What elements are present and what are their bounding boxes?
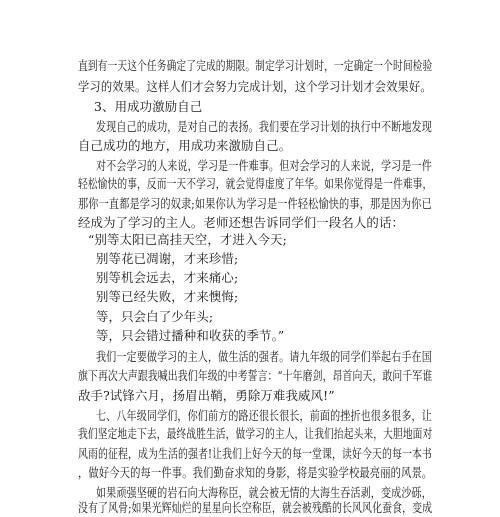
text-line: ，做好今天的每一件事。我们勤奋求知的身影，将是实验学校最亮丽的风景。 bbox=[78, 465, 433, 480]
text-line: 对不会学习的人来说，学习是一件难事。但对会学习的人来说，学习是一件 bbox=[96, 158, 432, 173]
text-line: 发现自己的成功，是对自己的表扬。我们要在学习计划的执行中不断地发现 bbox=[96, 119, 432, 134]
text-line: 我们一定要做学习的主人，做生活的强者。请九年级的同学们举起右手在国 bbox=[96, 349, 432, 364]
text-line: 没有了风骨;如果光辉灿烂的星星向长空称臣，就会被残酷的长风风化蚕食，变成 bbox=[78, 500, 433, 515]
quote-line: 等，只会白了少年头; bbox=[96, 309, 214, 324]
quote-line: “别等太阳已高挂天空，才进入今天; bbox=[88, 232, 287, 247]
text-line: 自己成功的地方，用成功来激励自己。 bbox=[78, 138, 292, 153]
text-line: 七、八年级同学们，你们前方的路还很长很长，前面的挫折也很多很多，让 bbox=[96, 408, 432, 423]
quote-line: 别等花已凋谢，才来珍惜; bbox=[96, 251, 239, 266]
quote-line: 别等机会远去，才来痛心; bbox=[96, 270, 239, 285]
text-line: 风雨的征程，成为生活的强者!让我们上好今天的每一堂课，读好今天的每一本书 bbox=[78, 446, 433, 461]
text-line: 直到有一天这个任务确定了完成的期限。制定学习计划时，一定确定一个时间检验 bbox=[78, 58, 433, 73]
text-line: 敌手?试锋六月，扬眉出鞘，勇除万难我威风!” bbox=[78, 388, 335, 403]
text-line: 我们坚定地走下去，最终战胜生活，做学习的主人，让我们抬起头来，大胆地面对 bbox=[78, 426, 433, 441]
text-line: 学习的效果。这样人们才会努力完成计划，这个学习计划才会效果好。 bbox=[78, 79, 432, 94]
section-heading: 3、用成功激励自己 bbox=[94, 99, 203, 114]
quote-line: 别等已经失败，才来懊悔; bbox=[96, 289, 239, 304]
text-line: 经成为了学习的主人。老师还想告诉同学们一段名人的话： bbox=[78, 215, 405, 230]
text-line: 那你一直都是学习的奴隶;如果你认为学习是一件轻松愉快的事，那是因为你已 bbox=[78, 196, 432, 211]
text-line: 轻松愉快的事，反而一天不学习，就会觉得虚度了年华。如果你觉得是一件难事， bbox=[78, 176, 433, 191]
text-line: 如果顽强坚硬的岩石向大海称臣，就会被无情的大海生吞活剥，变成沙砾， bbox=[96, 485, 432, 500]
quote-line: 等，只会错过播种和收获的季节。” bbox=[96, 328, 285, 343]
text-line: 旗下再次大声跟我喊出我们年级的中考誓言：“十年磨剑，昂首向天，敢问千军谁 bbox=[78, 368, 433, 383]
